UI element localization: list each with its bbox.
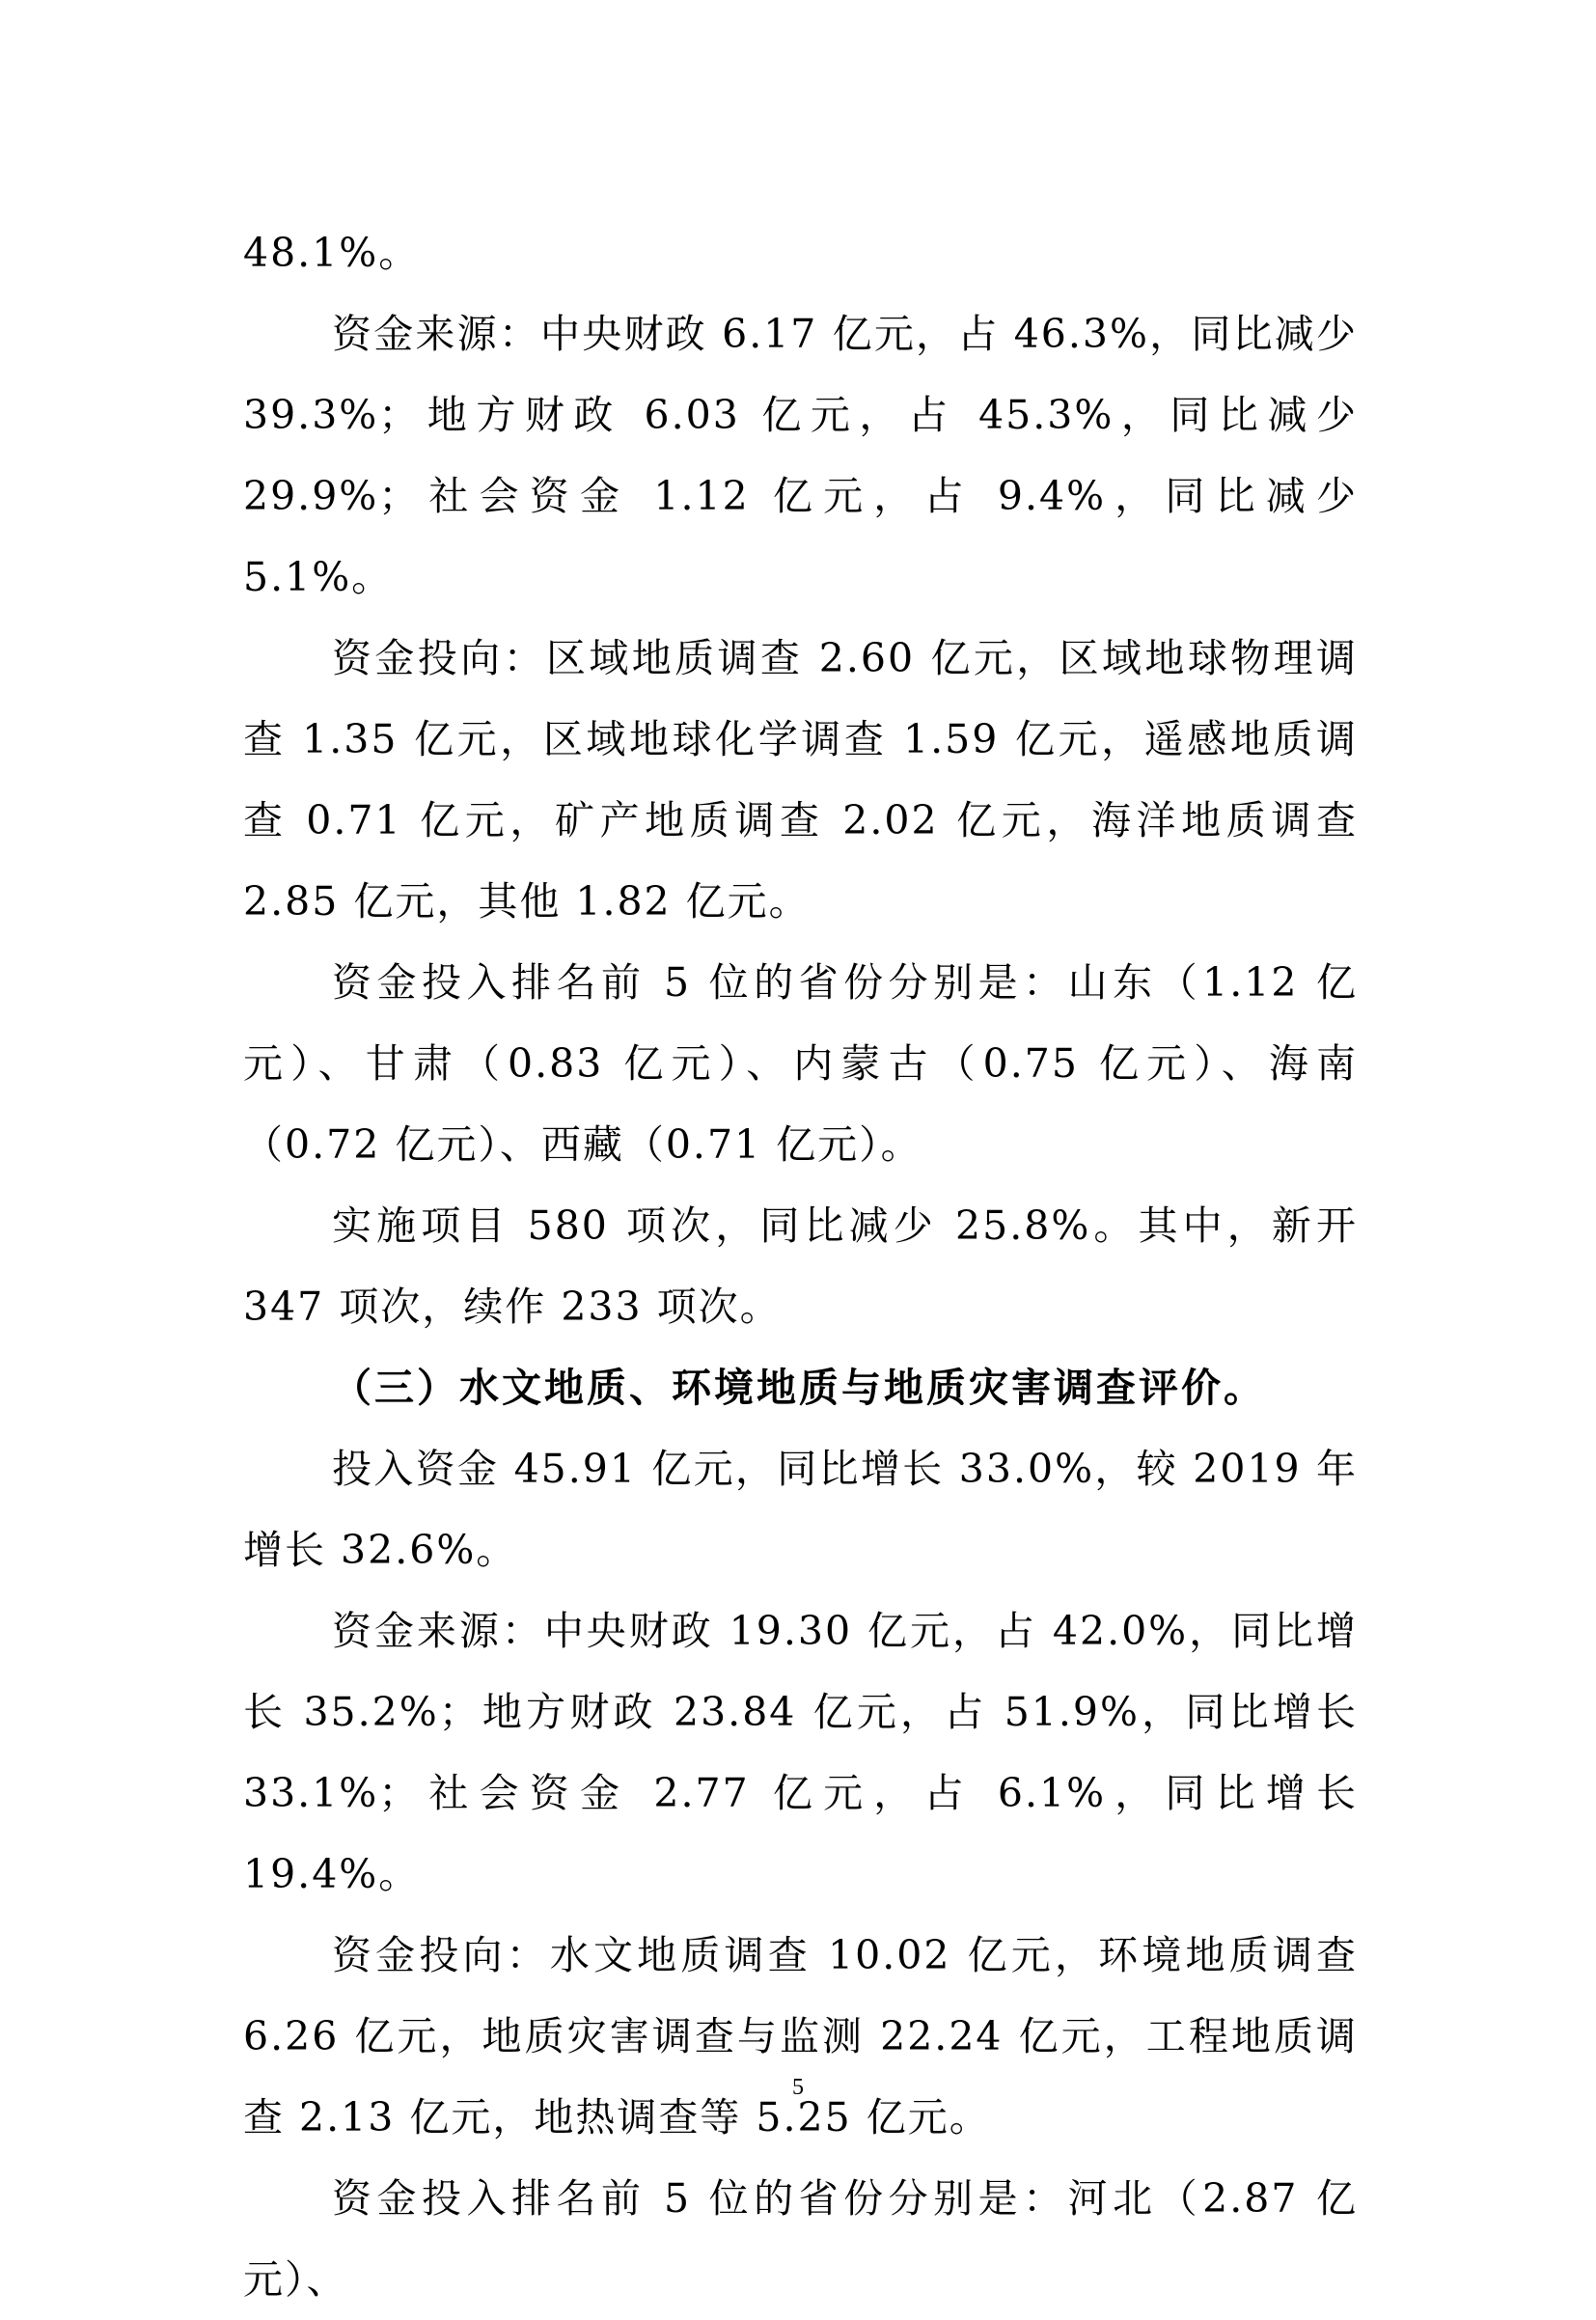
paragraph-projects-geology: 实施项目 580 项次，同比减少 25.8%。其中，新开 347 项次，续作 233 项次。 bbox=[243, 1202, 1358, 1330]
paragraph-funding-sources-geology: 资金来源：中央财政 6.17 亿元，占 46.3%，同比减少 39.3%；地方财政 6.03 亿元，占 45.3%，同比减少 29.9%；社会资金 1.12 亿元，占 9.4%，同比减少 5.1%。 bbox=[243, 311, 1358, 600]
body-text bbox=[243, 212, 1358, 2320]
section-heading-hydrogeology: （三）水文地质、环境地质与地质灾害调查评价。 bbox=[332, 1365, 1266, 1411]
paragraph-funding-sources-hydrogeology: 资金来源：中央财政 19.30 亿元，占 42.0%，同比增长 35.2%；地方财政 23.84 亿元，占 51.9%，同比增长 33.1%；社会资金 2.77 亿元，占 6.1%，同比增长 19.4%。 bbox=[243, 1608, 1358, 1897]
paragraph-funding-allocation-geology: 资金投向：区域地质调查 2.60 亿元，区域地球物理调查 1.35 亿元，区域地球化学调查 1.59 亿元，遥感地质调查 0.71 亿元，矿产地质调查 2.02 亿元，海洋地质调查 2.85 亿元，其他 1.82 亿元。 bbox=[243, 635, 1358, 925]
paragraph-top-provinces-geology: 资金投入排名前 5 位的省份分别是：山东（1.12 亿元）、甘肃（0.83 亿元）、内蒙古（0.75 亿元）、海南（0.72 亿元）、西藏（0.71 亿元）。 bbox=[243, 959, 1358, 1168]
page-number: 5 bbox=[792, 2075, 804, 2100]
paragraph-investment-hydrogeology: 投入资金 45.91 亿元，同比增长 33.0%，较 2019 年增长 32.6%。 bbox=[243, 1446, 1358, 1573]
paragraph-funding-allocation-hydrogeology: 资金投向：水文地质调查 10.02 亿元，环境地质调查 6.26 亿元，地质灾害调查与监测 22.24 亿元，工程地质调查 2.13 亿元，地热调查等 5.25 亿元。 bbox=[243, 1932, 1358, 2140]
paragraph-top-provinces-hydrogeology: 资金投入排名前 5 位的省份分别是：河北（2.87 亿元）、 bbox=[243, 2175, 1358, 2303]
paragraph-continuation: 48.1%。 bbox=[243, 230, 421, 276]
